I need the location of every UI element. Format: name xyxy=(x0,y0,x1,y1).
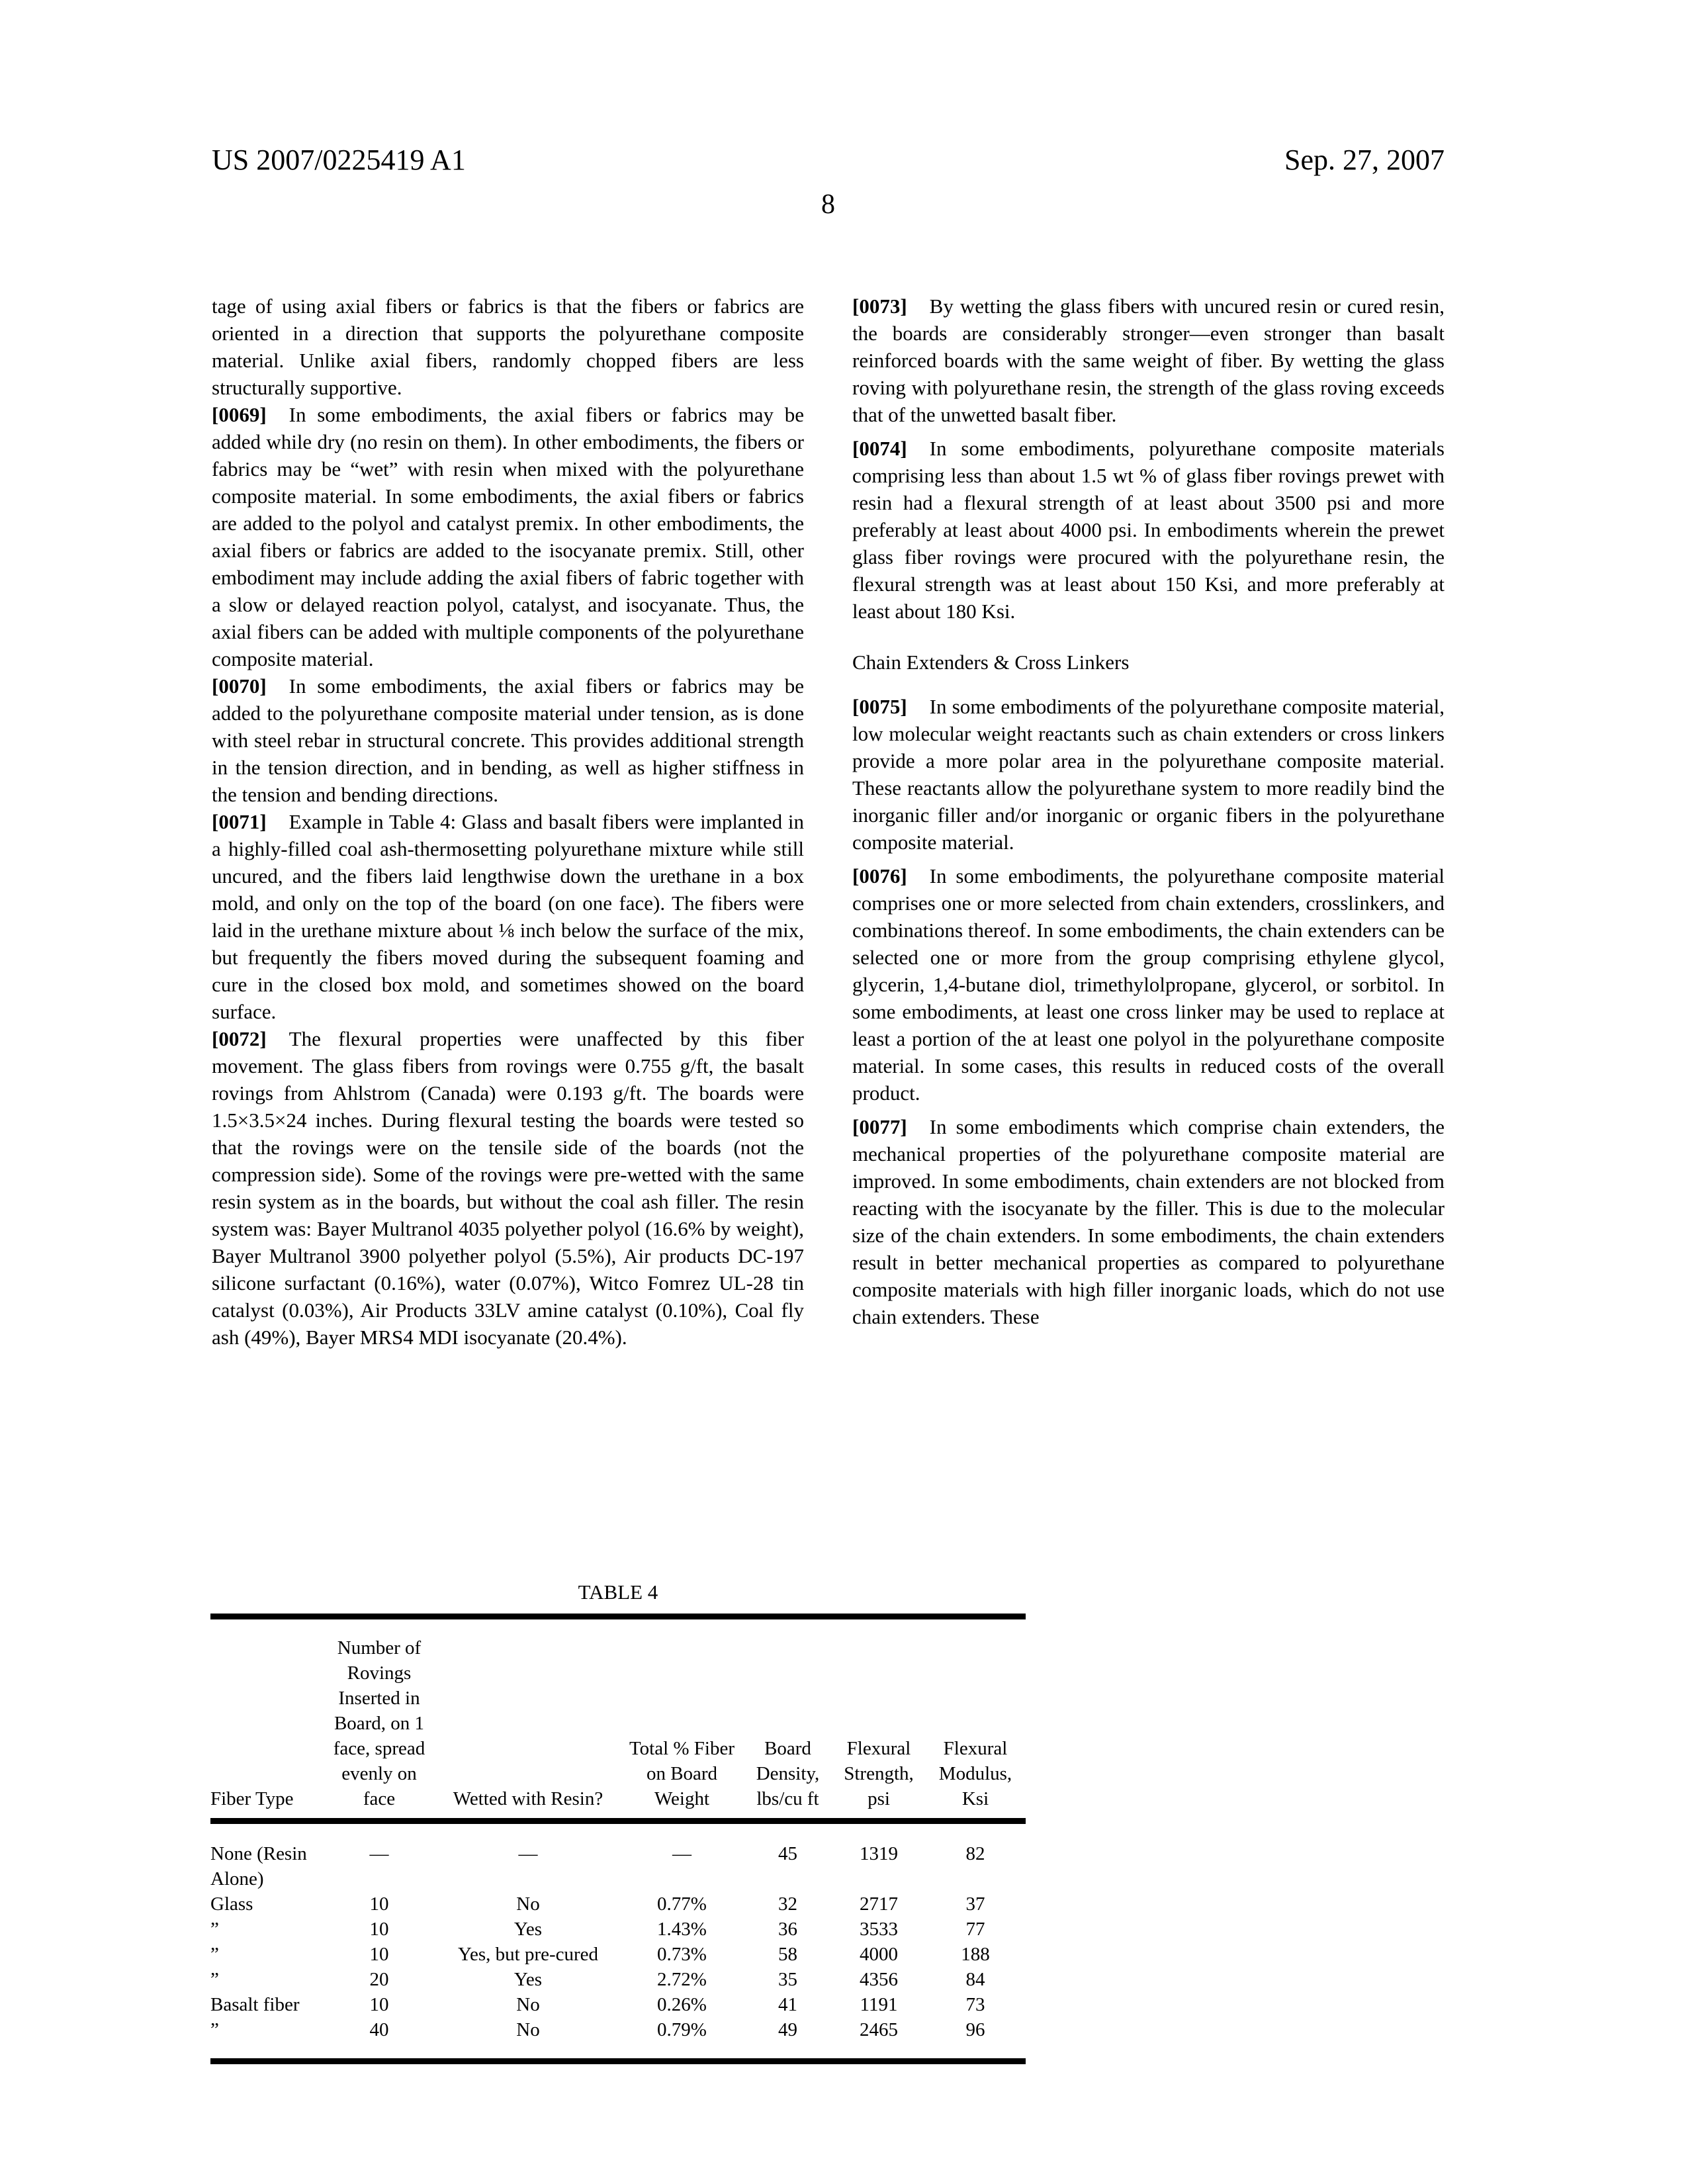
table-cell: 0.77% xyxy=(657,1893,707,1915)
paragraph-tag: [0075] xyxy=(852,695,907,718)
table-cell: 0.73% xyxy=(657,1944,707,1965)
table-cell: 82 xyxy=(965,1843,985,1864)
table-cell: 1.43% xyxy=(657,1919,707,1940)
page-header xyxy=(212,144,1445,176)
column-header-strength: Flexural Strength, psi xyxy=(832,1617,925,1821)
paragraph xyxy=(212,293,804,401)
table-cell: — xyxy=(672,1843,691,1864)
paragraph xyxy=(212,808,804,1025)
table-cell: 32 xyxy=(778,1893,797,1915)
paragraph-text: tage of using axial fibers or fabrics is that the fibers or fabrics are oriented in a direction that supports the polyurethane composite material. Unlike axial fibers, randomly chopped fibers are less structurally supportive. xyxy=(212,295,804,399)
paragraph-text: In some embodiments of the polyurethane composite material, low molecular weight reactants such as chain extenders or cross linkers provide a more polar area in the polyurethane composite material. These reactants allow the polyurethane system to more readily bind the inorganic filler and/or inorganic or organic fibers in the polyurethane composite material. xyxy=(852,695,1445,854)
table-cell: 45 xyxy=(778,1843,797,1864)
table-cell: — xyxy=(518,1843,538,1864)
paragraph-tag: [0071] xyxy=(212,810,267,833)
table-cell: Basalt fiber xyxy=(210,1994,300,2015)
table-section xyxy=(210,1580,1026,2064)
table-cell: None (Resin Alone) xyxy=(210,1843,307,1889)
paragraph xyxy=(852,693,1445,856)
table-cell: 2717 xyxy=(860,1893,898,1915)
paragraph-text: In some embodiments which comprise chain extenders, the mechanical properties of the polyurethane composite material are improved. In some embodiments, chain extenders are not blocked from reacting with the isocyanate by the filler. This is due to the molecular size of the chain extenders. In some embodiments, the chain extenders result in better mechanical properties as compared to polyurethane composite materials with high filler inorganic loads, which do not use chain extenders. These xyxy=(852,1115,1445,1328)
table-cell: 0.79% xyxy=(657,2019,707,2040)
table-title: TABLE 4 xyxy=(578,1580,658,1604)
paragraph-tag: [0070] xyxy=(212,674,267,698)
table-cell: 73 xyxy=(965,1994,985,2015)
paragraph xyxy=(212,401,804,672)
table-row xyxy=(210,1821,1026,1892)
table-cell: No xyxy=(516,2019,540,2040)
column-header-fiber-pct: Total % Fiber on Board Weight xyxy=(621,1617,743,1821)
column-header-density: Board Density, lbs/cu ft xyxy=(743,1617,832,1821)
paragraph-tag: [0069] xyxy=(212,403,267,426)
column-header-fiber-type: Fiber Type xyxy=(210,1617,323,1821)
paragraph xyxy=(212,672,804,808)
paragraph-text: In some embodiments, the axial fibers or fabrics may be added to the polyurethane composite material under tension, as is done with steel rebar in structural concrete. This provides additional strength in the tension direction, and in bending, as well as higher stiffness in the tension and bending directions. xyxy=(212,674,804,806)
table-cell: 37 xyxy=(965,1893,985,1915)
table-cell: 20 xyxy=(369,1969,389,1990)
right-column xyxy=(852,293,1445,1351)
paragraph-tag: [0076] xyxy=(852,864,907,887)
table-header-row xyxy=(210,1617,1026,1821)
table-body xyxy=(210,1821,1026,2062)
left-column xyxy=(212,293,804,1351)
table-cell: 0.26% xyxy=(657,1994,707,2015)
table-cell: 10 xyxy=(369,1944,389,1965)
data-table xyxy=(210,1614,1026,2064)
paragraph-tag: [0077] xyxy=(852,1115,907,1138)
paragraph-tag: [0074] xyxy=(852,437,907,460)
paragraph xyxy=(852,293,1445,428)
paragraph-tag: [0072] xyxy=(212,1027,267,1050)
paragraph-text: By wetting the glass fibers with uncured resin or cured resin, the boards are considerably stronger—even stronger than basalt reinforced boards with the same weight of fiber. By wetting the glass roving with polyurethane resin, the strength of the glass roving exceeds that of the unwetted basalt fiber. xyxy=(852,295,1445,426)
table-cell: Yes xyxy=(513,1969,543,1990)
table-row xyxy=(210,1891,1026,1917)
table-cell: Yes, but pre-cured xyxy=(457,1944,599,1965)
table-cell: 58 xyxy=(778,1944,797,1965)
table-cell: Glass xyxy=(210,1893,253,1915)
table-cell: No xyxy=(516,1994,540,2015)
paragraph-text: In some embodiments, the axial fibers or fabrics may be added while dry (no resin on them). In other embodiments, the fibers or fabrics may be “wet” with resin when mixed with the polyurethane composite material. In some embodiments, the axial fibers or fabrics are added to the polyol and catalyst premix. In other embodiments, the axial fibers or fabrics are added to the isocyanate premix. Still, other embodiment may include adding the axial fibers of fabric together with a slow or delayed reaction polyol, catalyst, and isocyanate. Thus, the axial fibers can be added with multiple components of the polyurethane composite material. xyxy=(212,403,804,670)
table-row xyxy=(210,1942,1026,1967)
table-cell: 4000 xyxy=(860,1944,898,1965)
paragraph xyxy=(852,1113,1445,1330)
table-cell: 36 xyxy=(778,1919,797,1940)
table-header xyxy=(210,1617,1026,1821)
column-header-modulus: Flexural Modulus, Ksi xyxy=(925,1617,1026,1821)
table-cell: 84 xyxy=(965,1969,985,1990)
table-cell: 96 xyxy=(965,2019,985,2040)
table-cell: 1319 xyxy=(860,1843,898,1864)
paragraph xyxy=(852,435,1445,625)
table-row xyxy=(210,2017,1026,2062)
body-columns xyxy=(212,293,1445,1351)
table-cell: ” xyxy=(210,1919,219,1940)
table-cell: 188 xyxy=(961,1944,990,1965)
column-header-rovings: Number of Rovings Inserted in Board, on 1 face, spread evenly on face xyxy=(323,1617,435,1821)
section-heading: Chain Extenders & Cross Linkers xyxy=(852,651,1130,674)
table-cell: No xyxy=(516,1893,540,1915)
table-row xyxy=(210,1917,1026,1942)
table-cell: 35 xyxy=(778,1969,797,1990)
table-cell: 2.72% xyxy=(657,1969,707,1990)
paragraph-text: In some embodiments, polyurethane composite materials comprising less than about 1.5 wt % of glass fiber rovings prewet with resin had a flexural strength of at least about 3500 psi and more preferably at least about 4000 psi. In embodiments wherein the prewet glass fiber rovings were procured with the polyurethane resin, the flexural strength was at least about 150 Ksi, and more preferably at least about 180 Ksi. xyxy=(852,437,1445,623)
table-cell: 2465 xyxy=(860,2019,898,2040)
table-cell: 40 xyxy=(369,2019,389,2040)
table-cell: 10 xyxy=(369,1893,389,1915)
paragraph-text: In some embodiments, the polyurethane composite material comprises one or more selected from chain extenders, crosslinkers, and combinations thereof. In some embodiments, the chain extenders can be selected one or more from the group comprising ethylene glycol, glycerin, 1,4-butane diol, trimethylolpropane, glycerol, or sorbitol. In some embodiments, at least one cross linker may be used to replace at least a portion of the at least one polyol in the polyurethane composite material. In some cases, this results in reduced costs of the overall product. xyxy=(852,864,1445,1105)
table-cell: 1191 xyxy=(860,1994,898,2015)
table-cell: 10 xyxy=(369,1919,389,1940)
paragraph-text: Example in Table 4: Glass and basalt fibers were implanted in a highly-filled coal ash-thermosetting polyurethane mixture while still uncured, and the fibers laid lengthwise down the urethane in a box mold, and only on the top of the board (on one face). The fibers were laid in the urethane mixture about ⅛ inch below the surface of the mix, but frequently the fibers moved during the subsequent foaming and cure in the closed box mold, and sometimes showed on the board surface. xyxy=(212,810,804,1023)
patent-number: US 2007/0225419 A1 xyxy=(212,144,466,176)
table-cell: 10 xyxy=(369,1994,389,2015)
table-row xyxy=(210,1992,1026,2017)
table-cell: 41 xyxy=(778,1994,797,2015)
table-row xyxy=(210,1967,1026,1992)
table-cell: 3533 xyxy=(860,1919,898,1940)
paragraph xyxy=(852,862,1445,1107)
paragraph-text: The flexural properties were unaffected by this fiber movement. The glass fibers from rovings were 0.755 g/ft, the basalt rovings from Ahlstrom (Canada) were 0.193 g/ft. The boards were 1.5×3.5×24 inches. During flexural testing the boards were tested so that the rovings were on the tensile side of the boards (not the compression side). Some of the rovings were pre-wetted with the same resin system as in the boards, but without the coal ash filler. The resin system was: Bayer Multranol 4035 polyether polyol (16.6% by weight), Bayer Multranol 3900 polyether polyol (5.5%), Air products DC-197 silicone surfactant (0.16%), water (0.07%), Witco Fomrez UL-28 tin catalyst (0.03%), Air Products 33LV amine catalyst (0.10%), Coal fly ash (49%), Bayer MRS4 MDI isocyanate (20.4%). xyxy=(212,1027,804,1349)
publication-date: Sep. 27, 2007 xyxy=(1284,144,1445,176)
column-header-wetted: Wetted with Resin? xyxy=(435,1617,621,1821)
table-cell: ” xyxy=(210,1944,219,1965)
table-cell: 77 xyxy=(965,1919,985,1940)
table-cell: ” xyxy=(210,1969,219,1990)
page-number: 8 xyxy=(821,189,835,220)
table-cell: ” xyxy=(210,2019,219,2040)
table-cell: — xyxy=(369,1843,389,1864)
table-cell: 49 xyxy=(778,2019,797,2040)
paragraph xyxy=(212,1025,804,1351)
table-cell: Yes xyxy=(513,1919,543,1940)
table-cell: 4356 xyxy=(860,1969,898,1990)
paragraph-tag: [0073] xyxy=(852,295,907,318)
